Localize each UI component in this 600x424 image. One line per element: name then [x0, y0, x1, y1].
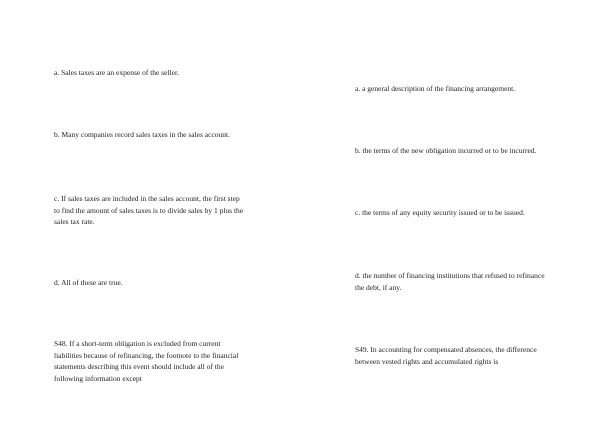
left-column: [54, 0, 294, 424]
left-option-c: c. If sales taxes are included in the sales account, the first step to find the amount of sales taxes is to divide sales by 1 plus the sales tax rate.: [54, 194, 244, 226]
left-option-a: a. Sales taxes are an expense of the seller.: [54, 68, 179, 77]
question-s48: S48. If a short-term obligation is excluded from current liabilities because of refinancing, the footnote to the financial statements describing this event should include all of the following information except: [54, 339, 239, 383]
right-option-c: c. the terms of any equity security issued or to be issued.: [355, 208, 525, 217]
right-option-b: b. the terms of the new obligation incurred or to be incurred.: [355, 146, 537, 155]
right-column: [355, 0, 595, 424]
right-option-d: d. the number of financing institutions that refused to refinance the debt, if any.: [355, 271, 545, 292]
question-s49: S49. In accounting for compensated absences, the difference between vested rights and accumulated rights is: [355, 345, 537, 366]
right-option-a: a. a general description of the financing arrangement.: [355, 84, 516, 93]
left-option-d: d. All of these are true.: [54, 278, 123, 287]
left-option-b: b. Many companies record sales taxes in the sales account.: [54, 130, 230, 139]
